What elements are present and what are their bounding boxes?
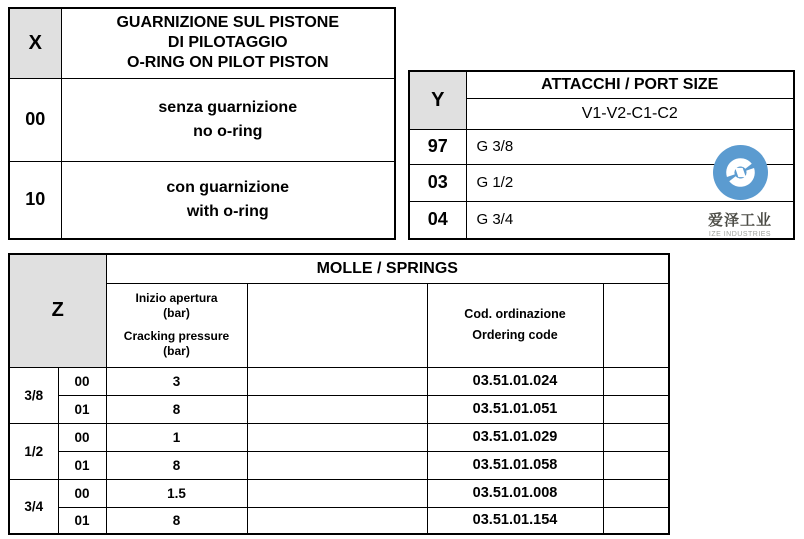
z-size-34: 3/4 (9, 479, 58, 534)
y-ports-subtitle: V1-V2-C1-C2 (466, 98, 794, 129)
x-desc-00 (61, 78, 395, 161)
x-code-00: 00 (9, 78, 61, 161)
z-ordering-code: 03.51.01.058 (427, 451, 603, 479)
z-cracking-it: Inizio apertura (135, 291, 218, 305)
table-row (9, 161, 395, 239)
z-size-38: 3/8 (9, 367, 58, 423)
x-table-header (61, 8, 395, 78)
z-cracking-en: Cracking pressure (123, 329, 230, 343)
x-desc-00-en: no o-ring (193, 122, 263, 140)
z-table-title: MOLLE / SPRINGS (106, 254, 669, 283)
z-size-12: 1/2 (9, 423, 58, 479)
z-ordering-en: Ordering code (472, 328, 558, 342)
y-port-04: G 3/4 (466, 201, 794, 239)
y-port-97: G 3/8 (466, 129, 794, 164)
z-empty-cell (603, 395, 669, 423)
z-empty-cell (603, 479, 669, 507)
z-ordering-code: 03.51.01.154 (427, 507, 603, 534)
z-key-cell: Z (9, 254, 106, 367)
x-code-10: 10 (9, 161, 61, 239)
z-sub-code: 01 (58, 507, 106, 534)
z-ordering-code: 03.51.01.029 (427, 423, 603, 451)
x-header-line-3: O-RING ON PILOT PISTON (127, 54, 329, 72)
y-code-04: 04 (409, 201, 466, 239)
z-empty-cell (247, 479, 427, 507)
ize-logo-cn-text: 爱泽工业 (707, 212, 772, 229)
z-pressure-value: 8 (106, 507, 247, 534)
z-sub-code: 01 (58, 451, 106, 479)
z-sub-code: 00 (58, 423, 106, 451)
z-empty-header-cell (247, 283, 427, 367)
z-cracking-it-unit: (bar) (163, 306, 190, 320)
y-key-cell: Y (409, 71, 466, 129)
table-row (9, 451, 669, 479)
z-empty-cell (247, 367, 427, 395)
z-empty-cell (603, 367, 669, 395)
z-empty-header-cell-2 (603, 283, 669, 367)
ize-logo-en-text: IZE INDUSTRIES (708, 231, 772, 238)
z-ordering-it: Cod. ordinazione (464, 307, 566, 321)
table-row (9, 367, 669, 395)
z-sub-code: 01 (58, 395, 106, 423)
x-key-cell: X (9, 8, 61, 78)
z-empty-cell (247, 451, 427, 479)
x-desc-10-en: with o-ring (186, 202, 269, 220)
z-pressure-value: 8 (106, 395, 247, 423)
z-ordering-code: 03.51.01.024 (427, 367, 603, 395)
table-row (9, 479, 669, 507)
z-cracking-pressure-header (106, 283, 247, 367)
y-code-97: 97 (409, 129, 466, 164)
z-springs-table (8, 253, 670, 535)
table-row (9, 395, 669, 423)
z-pressure-value: 1.5 (106, 479, 247, 507)
z-empty-cell (247, 395, 427, 423)
table-row (9, 423, 669, 451)
ize-swirl-circle-icon (713, 145, 768, 205)
z-empty-cell (603, 423, 669, 451)
z-pressure-value: 3 (106, 367, 247, 395)
y-port-03: G 1/2 (466, 164, 794, 201)
table-row (9, 507, 669, 534)
x-header-line-1: GUARNIZIONE SUL PISTONE (116, 14, 340, 32)
z-cracking-en-unit: (bar) (163, 344, 190, 358)
x-header-line-2: DI PILOTAGGIO (167, 34, 288, 52)
x-oring-option-table (8, 7, 396, 240)
z-empty-cell (247, 507, 427, 534)
y-table-title: ATTACCHI / PORT SIZE (466, 71, 794, 98)
z-empty-cell (603, 507, 669, 534)
z-empty-cell (247, 423, 427, 451)
z-sub-code: 00 (58, 479, 106, 507)
x-desc-00-it: senza guarnizione (158, 98, 298, 116)
z-sub-code: 00 (58, 367, 106, 395)
y-code-03: 03 (409, 164, 466, 201)
z-ordering-code: 03.51.01.008 (427, 479, 603, 507)
z-ordering-code-header (427, 283, 603, 367)
x-desc-10 (61, 161, 395, 239)
ize-watermark-logo (705, 145, 775, 238)
z-pressure-value: 8 (106, 451, 247, 479)
x-desc-10-it: con guarnizione (166, 178, 290, 196)
z-pressure-value: 1 (106, 423, 247, 451)
table-row (9, 78, 395, 161)
z-ordering-code: 03.51.01.051 (427, 395, 603, 423)
z-empty-cell (603, 451, 669, 479)
